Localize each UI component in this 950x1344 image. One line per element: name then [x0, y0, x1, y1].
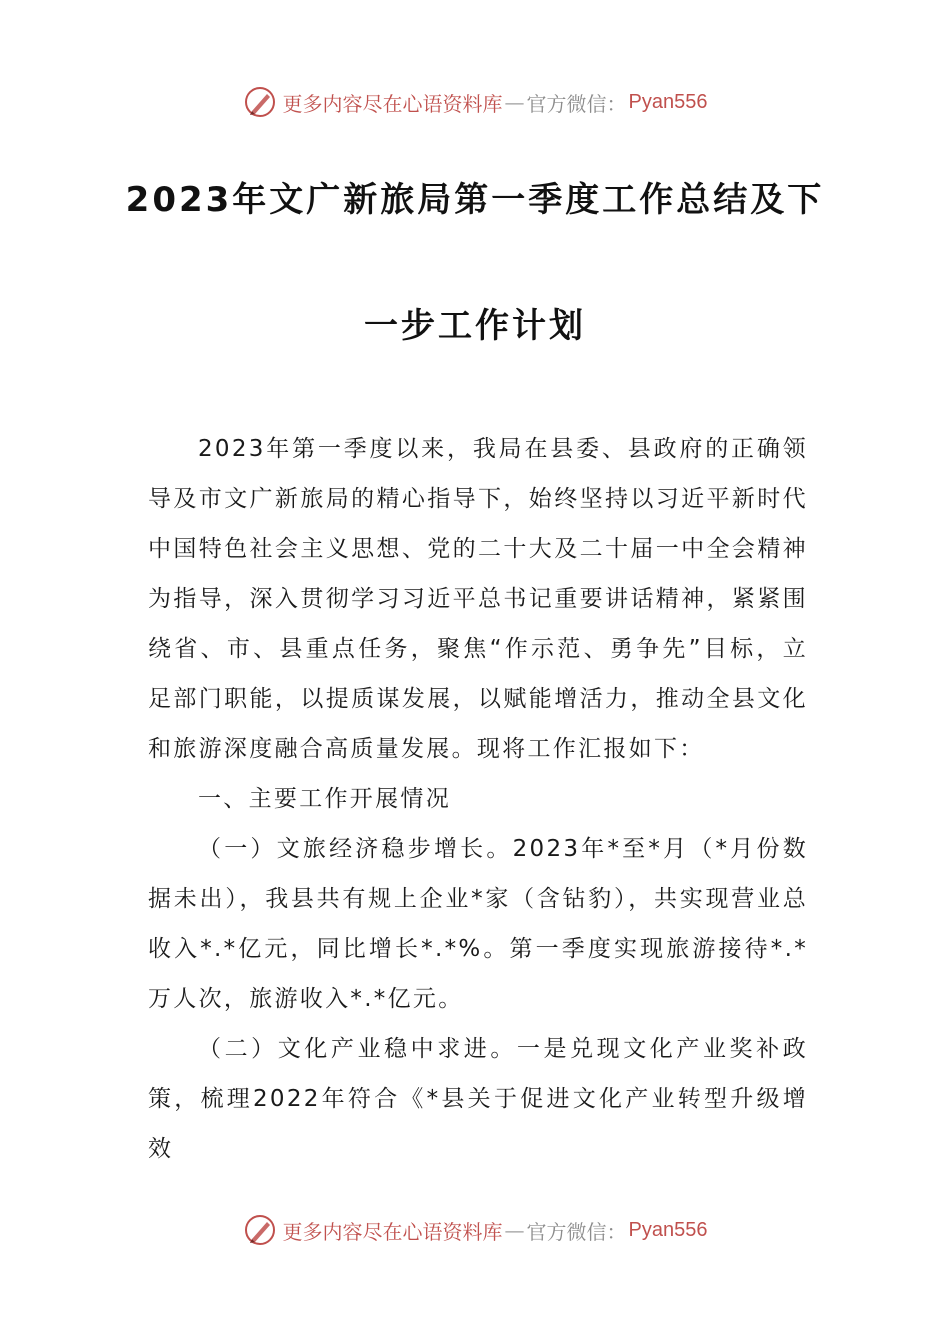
paragraph-economy: （一）文旅经济稳步增长。2023年*至*月（*月份数据未出），我县共有规上企业*家（含钻豹），共实现营业总收入*.*亿元，同比增长*.*%。第一季度实现旅游接待*.*万人次，旅游收入*.*亿元。: [148, 836, 808, 1012]
watermark-wechat-id: Pyan556: [628, 1218, 708, 1241]
watermark-sub: 官方微信：: [526, 91, 627, 116]
paragraph-intro: 2023年第一季度以来，我局在县委、县政府的正确领导及市文广新旅局的精心指导下，始终坚持以习近平新时代中国特色社会主义思想、党的二十大及二十届一中全会精神为指导，深入贯彻学习习近平总书记重要讲话精神，紧紧围绕省、市、县重点任务，聚焦“作示范、勇争先”目标，立足部门职能，以提质谋发展，以赋能增活力，推动全县文化和旅游深度融合高质量发展。现将工作汇报如下：: [148, 436, 808, 762]
watermark-footer: [0, 1210, 950, 1250]
document-title-line-1: 2023年文广新旅局第一季度工作总结及下: [125, 180, 825, 220]
watermark-header: [0, 82, 950, 122]
pen-logo-icon: [243, 1213, 277, 1247]
watermark-wechat-id: Pyan556: [628, 90, 708, 113]
paragraph-industry: （二）文化产业稳中求进。一是兑现文化产业奖补政策，梳理2022年符合《*县关于促进文化产业转型升级增效: [148, 1036, 808, 1162]
document-title-line-2: 一步工作计划: [364, 306, 586, 346]
watermark-text: 更多内容尽在心语资料库: [282, 1219, 503, 1244]
watermark-separator: —: [504, 90, 525, 114]
watermark-sub: 官方微信：: [526, 1219, 627, 1244]
document-body: [148, 424, 808, 1174]
watermark-text: 更多内容尽在心语资料库: [282, 91, 503, 116]
paragraph-section-heading: 一、主要工作开展情况: [198, 786, 451, 812]
watermark-separator: —: [504, 1218, 525, 1242]
pen-logo-icon: [243, 85, 277, 119]
